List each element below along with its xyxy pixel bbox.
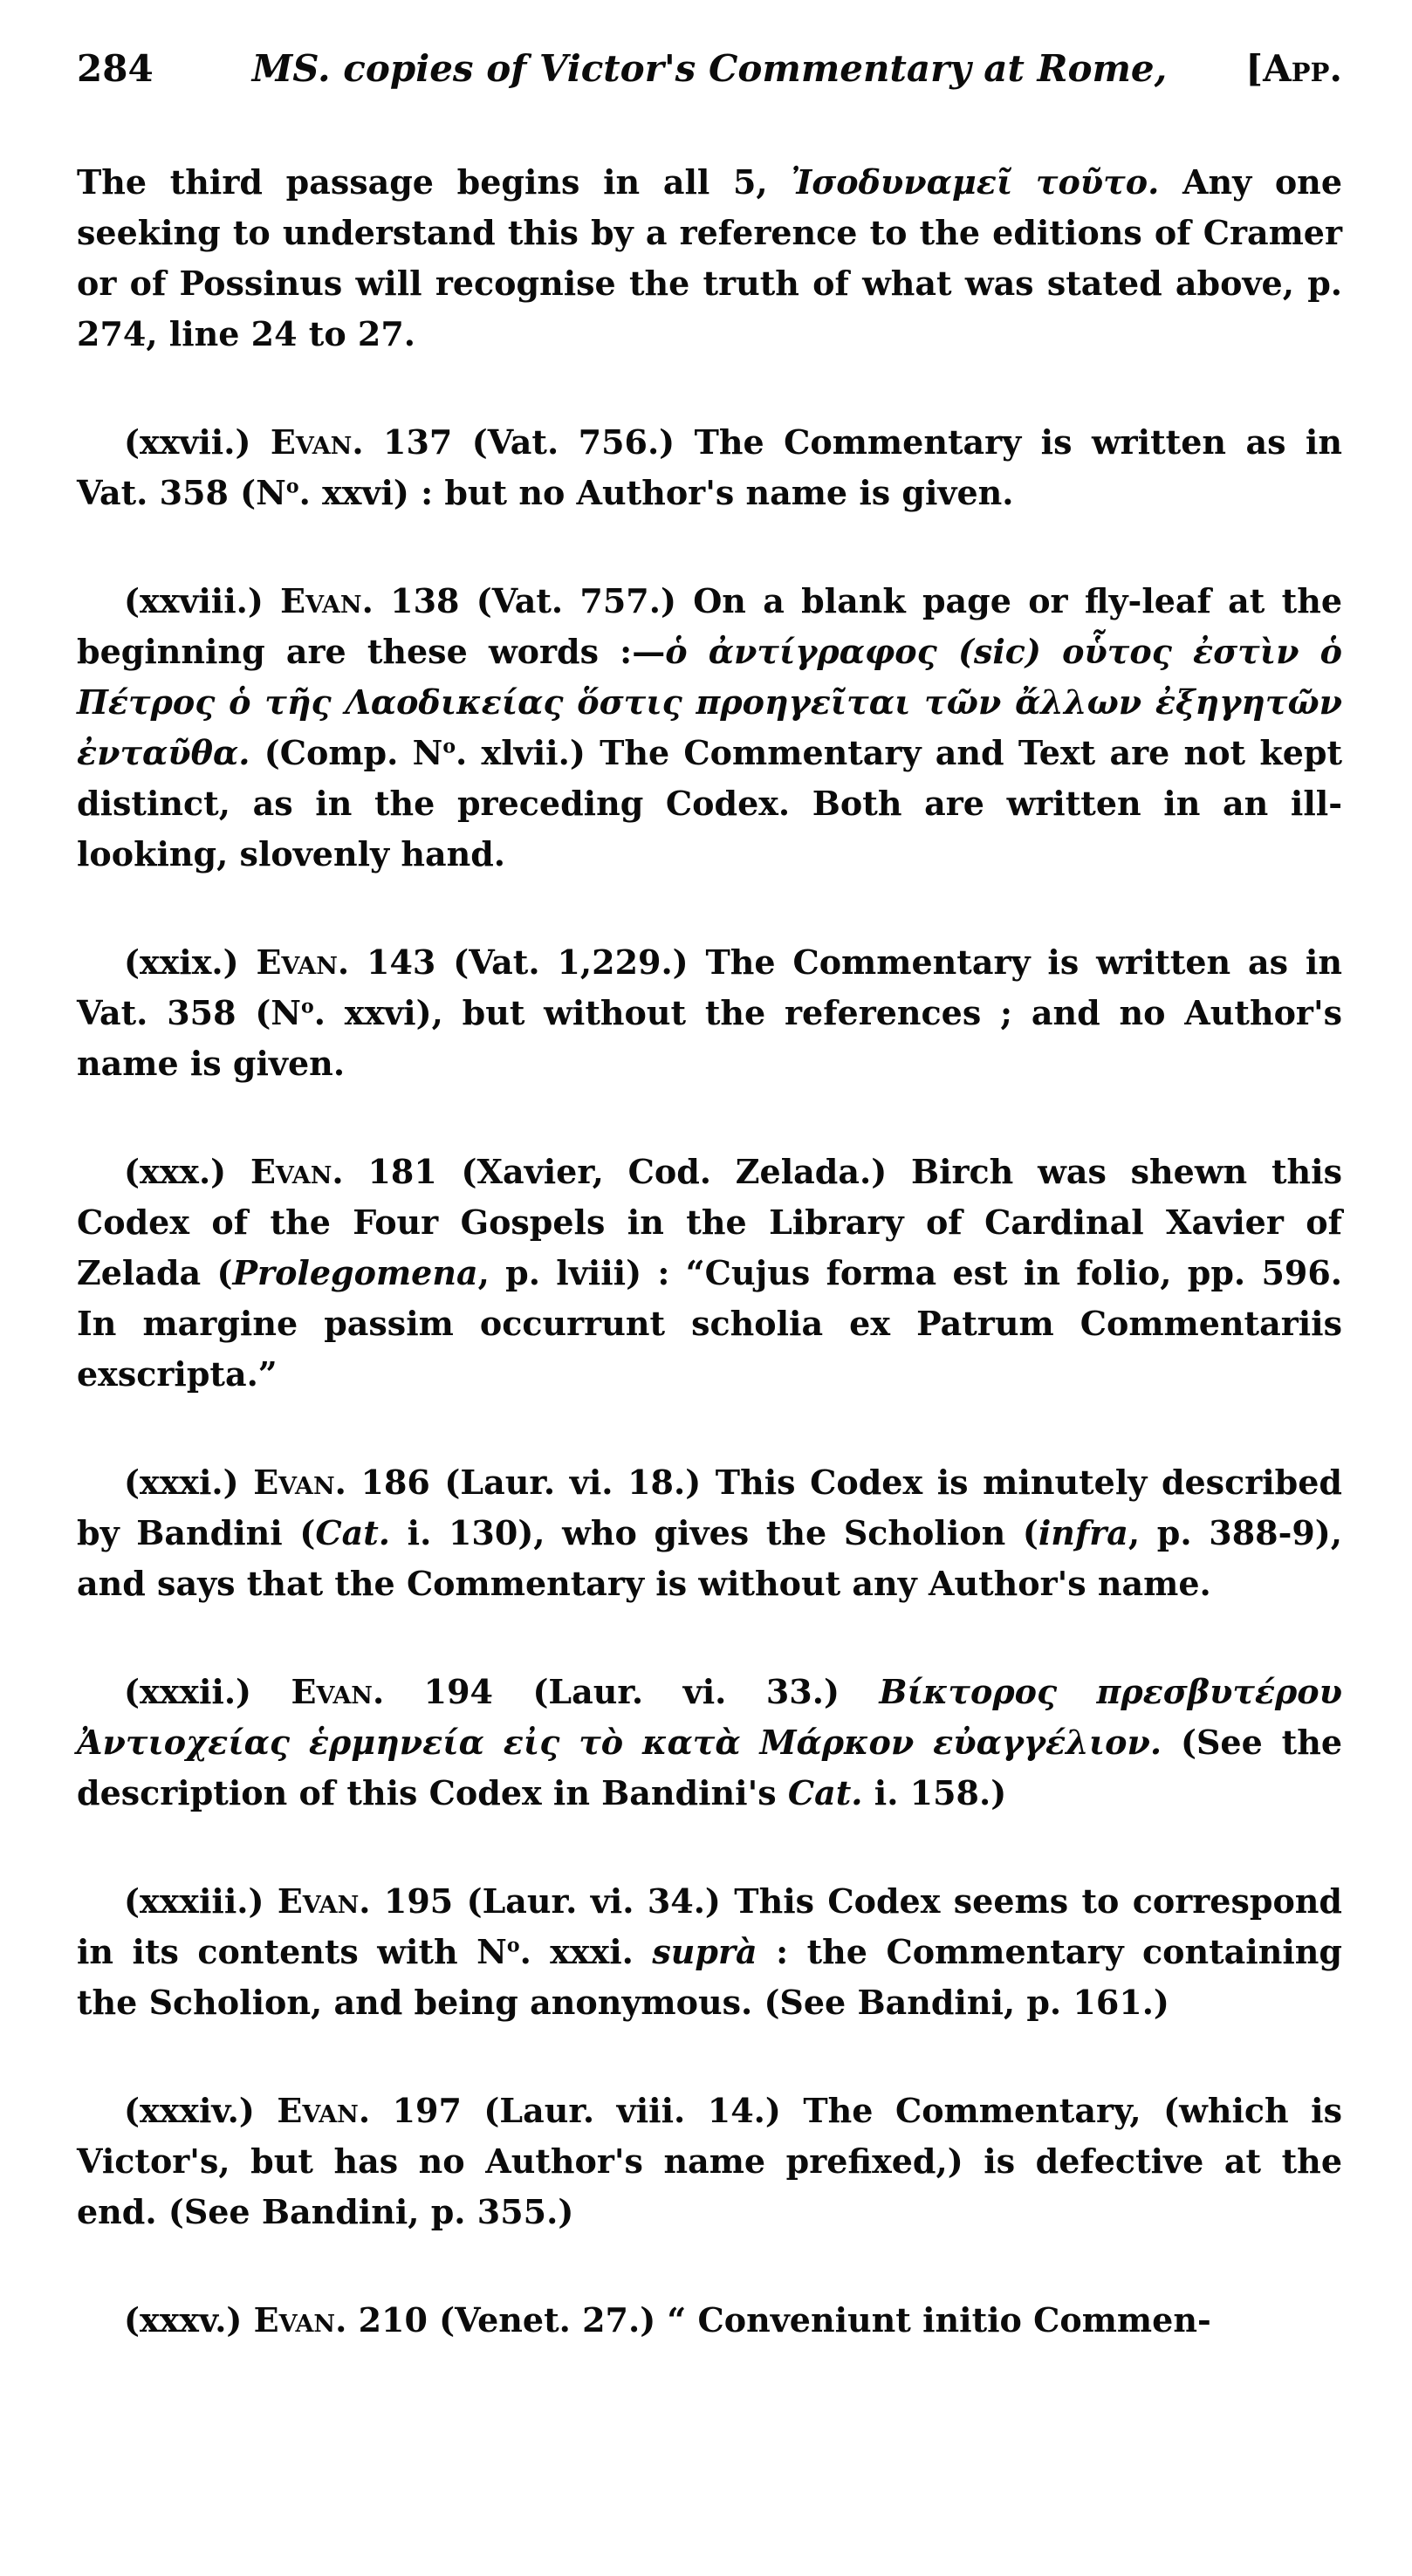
text-run: Cat. — [787, 1773, 863, 1812]
text-run: 143 (Vat. 1,229.) The Commentary is written as in Vat. 358 (N — [77, 942, 1342, 1032]
paragraph-intro — [77, 157, 1342, 360]
text-run: Βίκτορος πρεσβυτέρου Ἀντιοχείας ἑρμηνεία εἰς τὸ κατὰ Μάρκον εὐαγγέλιον. — [77, 1672, 1343, 1762]
text-run: 197 (Laur. viii. 14.) The Commentary, (which is Victor's, but has no Author's name prefixed,) is defective at the end. (See Bandini, p. 355.) — [77, 2091, 1343, 2231]
text-run: Evan. — [280, 581, 374, 620]
running-title: MS. copies of Victor's Commentary at Rome, — [251, 47, 1168, 90]
text-run: Cat. — [315, 1513, 391, 1552]
paragraph-entry-xxxiv — [77, 2086, 1342, 2237]
text-run: . xlvii.) The Commentary and Text are not kept distinct, as in the preceding Codex. Both are written in an ill-looking, slovenly hand. — [77, 733, 1342, 874]
text-run: Evan. — [253, 1463, 346, 1502]
text-run: (xxxiv.) — [124, 2091, 278, 2130]
text-run: o — [506, 1934, 520, 1957]
text-run: Evan. — [253, 2300, 347, 2340]
text-run: Evan. — [250, 1152, 344, 1191]
text-run: (xxxiii.) — [124, 1881, 278, 1921]
text-run: (xxviii.) — [124, 581, 281, 620]
text-run: (xxx.) — [124, 1152, 250, 1191]
text-run: infra — [1038, 1513, 1128, 1552]
text-run: (Comp. N — [250, 733, 443, 772]
text-run: Prolegomena — [232, 1253, 478, 1292]
text-run: 137 (Vat. 756.) The Commentary is written as in Vat. 358 (N — [77, 422, 1342, 512]
text-run: 194 (Laur. vi. 33.) — [384, 1672, 880, 1711]
text-run: Evan. — [256, 942, 350, 982]
text-run: Evan. — [291, 1672, 385, 1711]
paragraph-entry-xxviii — [77, 576, 1342, 880]
paragraph-entry-xxvii — [77, 417, 1342, 518]
text-run: , p. lviii) : “Cujus forma est in folio, pp. 596. In margine passim occurrunt scholia ex Patrum Commentariis exscripta.” — [77, 1253, 1343, 1394]
text-run: Any one seeking to understand this by a reference to the editions of Cramer or of Possinus will recognise the truth of what was stated above, p. 274, line 24 to 27. — [77, 162, 1342, 353]
paragraphs — [77, 157, 1342, 2346]
text-run: . xxxi. — [519, 1932, 653, 1971]
text-run: (xxvii.) — [124, 422, 271, 462]
text-run: (xxxii.) — [124, 1672, 291, 1711]
paragraph-entry-xxxi — [77, 1457, 1342, 1609]
text-run: o — [442, 735, 456, 758]
text-run: Ἰσοδυναμεῖ τοῦτο. — [791, 162, 1160, 202]
text-run: 186 (Laur. vi. 18.) This Codex is minutely described by Bandini ( — [77, 1463, 1342, 1552]
text-run: ὁ ἀντίγραφος — [665, 632, 958, 671]
text-run: Evan. — [277, 2091, 371, 2130]
text-run: 195 (Laur. vi. 34.) This Codex seems to correspond in its contents with N — [77, 1881, 1342, 1971]
section-label: [App. — [1245, 47, 1342, 90]
text-run: Evan. — [270, 422, 364, 462]
text-run: : the Commentary containing the Scholion, and being anonymous. (See Bandini, p. 161.) — [77, 1932, 1343, 2022]
text-run: suprà — [652, 1932, 757, 1971]
page-header — [77, 44, 1342, 94]
paragraph-entry-xxix — [77, 937, 1342, 1089]
paragraph-entry-xxxv — [77, 2295, 1342, 2346]
text-run: , p. 388-9), and says that the Commentary is without any Author's name. — [77, 1513, 1342, 1603]
text-run: (sic) — [957, 632, 1041, 671]
text-run: (See the description of this Codex in Bandini's — [77, 1723, 1342, 1812]
text-run: (xxxi.) — [124, 1463, 254, 1502]
text-run: o — [285, 475, 299, 498]
text-run: i. 130), who gives the Scholion ( — [390, 1513, 1038, 1552]
paragraph-entry-xxxii — [77, 1667, 1342, 1819]
paragraph-entry-xxxiii — [77, 1876, 1342, 2028]
paragraph-entry-xxx — [77, 1147, 1342, 1400]
page-number: 284 — [77, 47, 154, 90]
text-run: οὗτος ἐστὶν ὁ Πέτρος ὁ τῆς Λαοδικείας ὅστις προηγεῖται τῶν ἄλλων ἐξηγητῶν ἐνταῦθα. — [77, 632, 1342, 772]
text-run: Evan. — [277, 1881, 371, 1921]
text-run: i. 158.) — [862, 1773, 1007, 1812]
text-run: . xxvi) : but no Author's name is given. — [298, 473, 1014, 512]
text-run: 138 (Vat. 757.) On a blank page or fly-leaf at the beginning are these words :— — [77, 581, 1342, 671]
text-run: 210 (Venet. 27.) “ Conveniunt initio Commen- — [346, 2300, 1211, 2340]
text-run: (xxix.) — [124, 942, 257, 982]
text-run: (xxxv.) — [124, 2300, 254, 2340]
text-run: 181 (Xavier, Cod. Zelada.) Birch was shewn this Codex of the Four Gospels in the Library of Cardinal Xavier of Zelada ( — [77, 1152, 1342, 1292]
text-run: . xxvi), but without the references ; and no Author's name is given. — [77, 993, 1342, 1083]
text-run: o — [301, 995, 314, 1018]
text-run: The third passage begins in all 5, — [77, 162, 792, 202]
